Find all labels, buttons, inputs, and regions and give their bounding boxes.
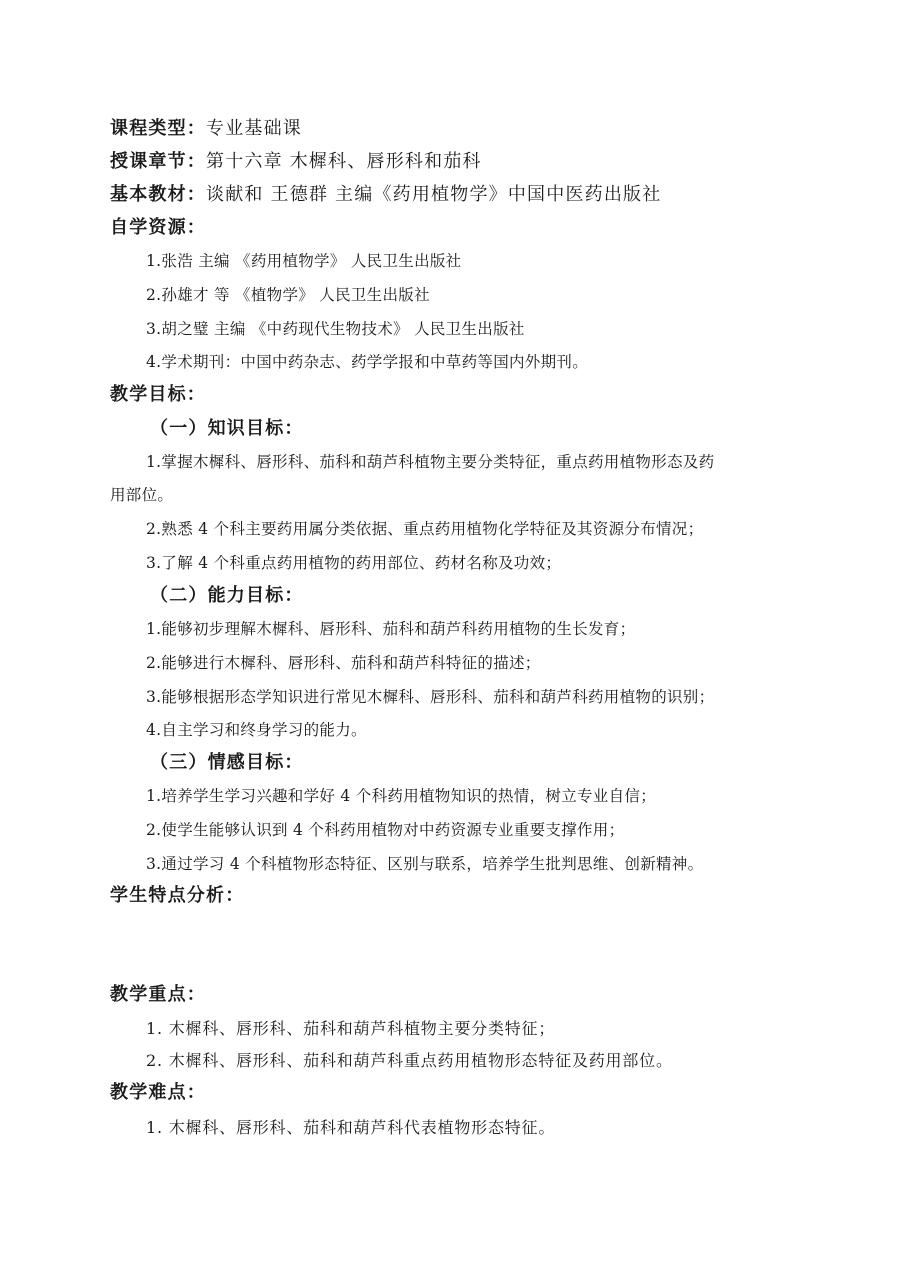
ability-item: 1.能够初步理解木樨科、唇形科、茄科和葫芦科药用植物的生长发育； — [146, 620, 636, 638]
knowledge-title: （一）知识目标： — [150, 418, 304, 439]
resource-item: 3.胡之璧 主编 《中药现代生物技术》 人民卫生出版社 — [146, 320, 525, 338]
emotion-item: 3.通过学习 4 个科植物形态特征、区别与联系，培养学生批判思维、创新精神。 — [146, 855, 704, 873]
student-analysis-heading: 学生特点分析： — [110, 885, 245, 906]
difficulty-item: 1. 木樨科、唇形科、茄科和葫芦科代表植物形态特征。 — [146, 1118, 556, 1137]
resource-item: 4.学术期刊：中国中药杂志、药学学报和中草药等国内外期刊。 — [146, 353, 588, 371]
emotion-item: 2.使学生能够认识到 4 个科药用植物对中药资源专业重要支撑作用； — [146, 821, 625, 839]
knowledge-item: 3.了解 4 个科重点药用植物的药用部位、药材名称及功效； — [146, 554, 562, 572]
key-point-item: 1. 木樨科、唇形科、茄科和葫芦科植物主要分类特征； — [146, 1019, 556, 1038]
textbook-value: 谈献和 王德群 主编《药用植物学》中国中医药出版社 — [206, 184, 662, 205]
emotion-item: 1.培养学生学习兴趣和学好 4 个科药用植物知识的热情，树立专业自信； — [146, 787, 657, 805]
self-study-label: 自学资源： — [110, 217, 206, 238]
key-points-heading: 教学重点： — [110, 984, 206, 1005]
course-type-value: 专业基础课 — [206, 118, 302, 139]
resource-item: 1.张浩 主编 《药用植物学》 人民卫生出版社 — [146, 252, 462, 270]
chapter-label: 授课章节： — [110, 151, 206, 172]
ability-title: （二）能力目标： — [150, 585, 304, 606]
textbook-row — [110, 186, 661, 204]
objectives-heading: 教学目标： — [110, 384, 206, 405]
chapter-row — [110, 153, 482, 171]
resource-item: 2.孙雄才 等 《植物学》 人民卫生出版社 — [146, 286, 430, 304]
ability-item: 4.自主学习和终身学习的能力。 — [146, 721, 367, 739]
difficulties-heading: 教学难点： — [110, 1082, 206, 1103]
emotion-title: （三）情感目标： — [150, 752, 304, 773]
ability-item: 3.能够根据形态学知识进行常见木樨科、唇形科、茄科和葫芦科药用植物的识别； — [146, 688, 715, 706]
course-type-row — [110, 120, 302, 138]
textbook-label: 基本教材： — [110, 184, 206, 205]
course-type-label: 课程类型： — [110, 118, 206, 139]
ability-item: 2.能够进行木樨科、唇形科、茄科和葫芦科特征的描述； — [146, 654, 541, 672]
knowledge-item: 2.熟悉 4 个科主要药用属分类依据、重点药用植物化学特征及其资源分布情况； — [146, 520, 704, 538]
self-study-row — [110, 219, 206, 237]
knowledge-item: 用部位。 — [110, 486, 174, 504]
chapter-value: 第十六章 木樨科、唇形科和茄科 — [206, 151, 482, 172]
key-point-item: 2. 木樨科、唇形科、茄科和葫芦科重点药用植物形态特征及药用部位。 — [146, 1051, 673, 1070]
knowledge-item: 1.掌握木樨科、唇形科、茄科和葫芦科植物主要分类特征，重点药用植物形态及药 — [146, 453, 715, 471]
